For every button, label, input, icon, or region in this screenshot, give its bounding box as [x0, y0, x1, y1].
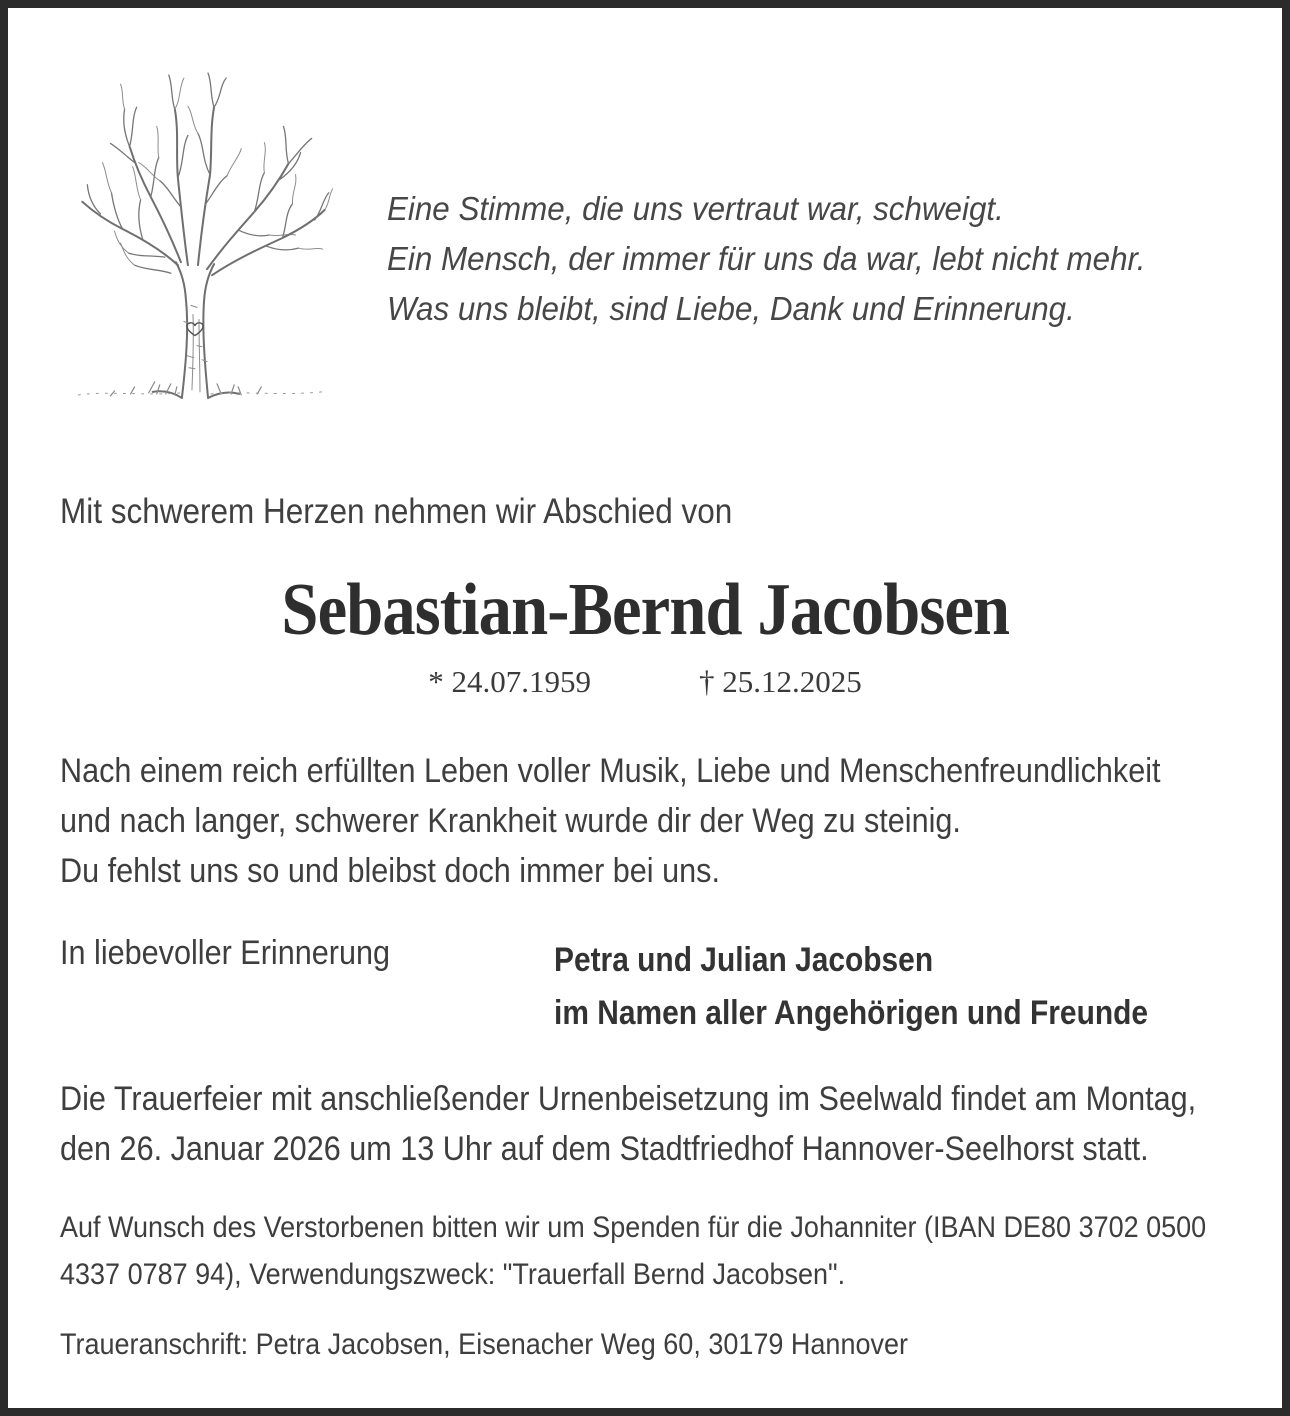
death-date: † 25.12.2025 [699, 664, 862, 699]
intro-line: Mit schwerem Herzen nehmen wir Abschied von [60, 492, 733, 531]
funeral-line: den 26. Januar 2026 um 13 Uhr auf dem Stadtfriedhof Hannover-Seelhorst statt. [60, 1130, 1149, 1168]
epigraph-line: Was uns bleibt, sind Liebe, Dank und Erinnerung. [387, 290, 1075, 327]
deceased-name: Sebastian-Bernd Jacobsen [281, 569, 1009, 651]
life-dates [8, 664, 1282, 700]
epigraph-line: Ein Mensch, der immer für uns da war, lebt nicht mehr. [387, 240, 1146, 277]
deceased-name-wrap [8, 568, 1282, 653]
funeral-line: Die Trauerfeier mit anschließender Urnenbeisetzung im Seelwald findet am Montag, [60, 1080, 1197, 1118]
donation-line: 4337 0787 94), Verwendungszweck: "Trauerfall Bernd Jacobsen". [60, 1258, 846, 1291]
epigraph-poem [387, 184, 1146, 334]
funeral-details [60, 1074, 1196, 1174]
tribute-line: Du fehlst uns so und bleibst doch immer bei uns. [60, 852, 720, 890]
tribute-paragraph [60, 746, 1161, 896]
donation-line: Auf Wunsch des Verstorbenen bitten wir um Spenden für die Johanniter (IBAN DE80 3702 0500 [60, 1211, 1207, 1244]
mourner-line: im Namen aller Angehörigen und Freunde [554, 994, 1149, 1032]
mourners-block [554, 934, 1148, 1040]
epigraph-line: Eine Stimme, die uns vertraut war, schweigt. [387, 190, 1004, 227]
bare-tree-icon [70, 58, 334, 412]
donation-note [60, 1204, 1206, 1298]
birth-date: * 24.07.1959 [428, 664, 591, 699]
mourner-line: Petra und Julian Jacobsen [554, 941, 934, 979]
tribute-line: und nach langer, schwerer Krankheit wurde dir der Weg zu steinig. [60, 802, 961, 840]
tribute-line: Nach einem reich erfüllten Leben voller Musik, Liebe und Menschenfreundlichkeit [60, 752, 1161, 790]
memorial-label: In liebevoller Erinnerung [60, 934, 391, 972]
mourning-address: Traueranschrift: Petra Jacobsen, Eisenacher Weg 60, 30179 Hannover [60, 1328, 908, 1361]
